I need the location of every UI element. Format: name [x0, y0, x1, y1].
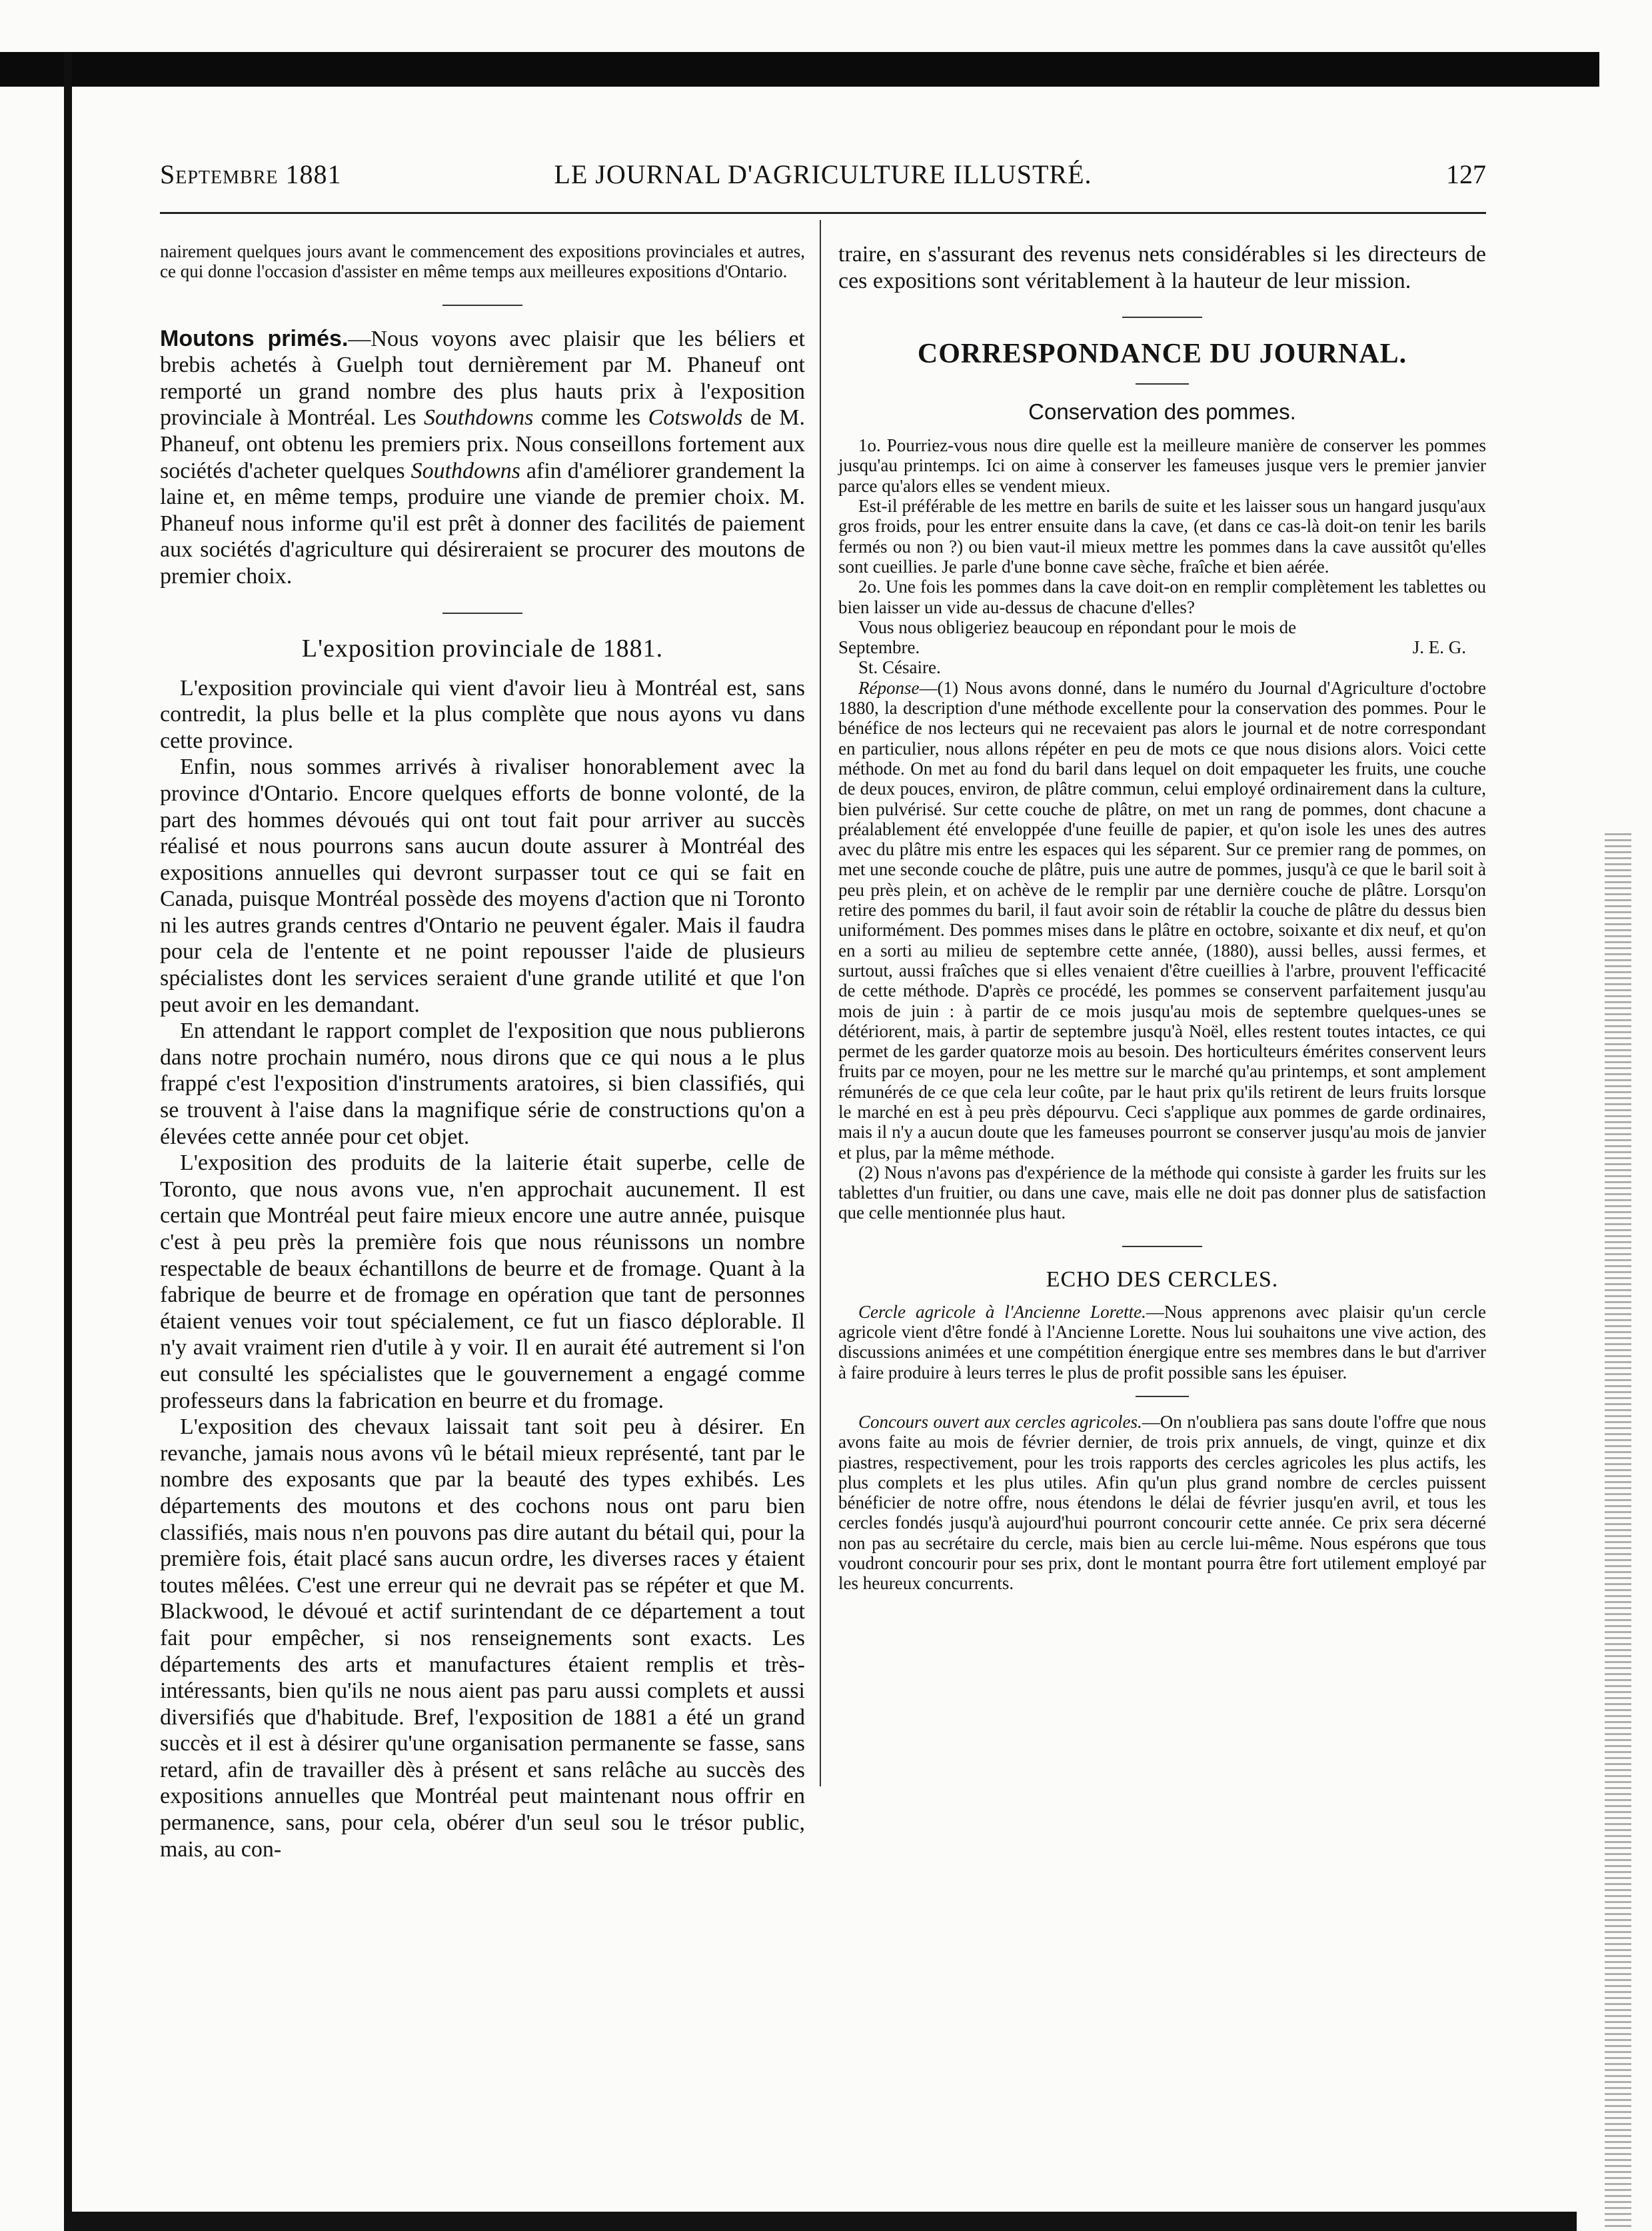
cercle-lorette-lead: Cercle agricole à l'Ancienne Lorette.: [858, 1301, 1146, 1322]
reponse-paragraph-1: Réponse—(1) Nous avons donné, dans le numéro du Journal d'Agriculture d'octobre 1880, la description d'une méthode excellente pour la conservation des pommes. Pour le bénéfice de nos lecteurs qui ne recevaient pas alors le journal et de notre correspondant en particulier, nous allons répéter en peu de mots ce que nous disions alors. Voici cette méthode. On met au fond du baril dans lequel on doit empaqueter les fruits, une couche de deux pouces, environ, de plâtre commun, celui employé ordinairement dans la culture, bien pulvérisé. Sur cette couche de plâtre, on met un rang de pommes, dont chacune a préalablement été enveloppée d'une feuille de papier, et qu'on isole les unes des autres avec du plâtre mis entre les espaces qui les séparent. Sur ce premier rang de pommes, on met une seconde couche de plâtre, puis une autre de pommes, jusqu'à ce que le baril soit à peu près plein, et on achève de le remplir par une dernière couche de plâtre. Lorsqu'on retire des pommes du baril, il faut avoir soin de rétablir la couche de plâtre du dessus bien uniformément. Des pommes mises dans le plâtre en octobre, soixante et dix neuf, et qu'on en a sorti au milieu de septembre cette année, (1880), aussi belles, aussi fermes, et surtout, aussi fraîches que si elles venaient d'être cueillies à l'arbre, prouvent l'efficacité de cette méthode. D'après ce procédé, les pommes se conservent parfaitement jusqu'au mois de juin : à partir de ce mois jusqu'au mois de septembre quelques-unes se détériorent, mais, à partir de septembre jusqu'à Noël, elles restent toutes intactes, ce qui permet de les garder quatorze mois au besoin. Des horticulteurs émérites conservent leurs fruits par ce moyen, pour ne les mettre sur le marché qu'au printemps, et sont amplement rémunérés de ce que cela leur coûte, par le haut prix qu'ils retirent de leurs fruits lorsque le marché en est à peu près dépourvu. Ceci s'applique aux pommes de garde ordinaires, mais il n'y a aucun doute que les fameuses pourront se conserver jusqu'au mois de janvier et plus, par la même méthode.: [838, 677, 1486, 1162]
header-rule: [160, 212, 1486, 214]
header-title: LE JOURNAL D'AGRICULTURE ILLUSTRÉ.: [554, 159, 1092, 189]
left-column: [160, 241, 805, 1862]
reponse-paragraph-2: (2) Nous n'avons pas d'expérience de la méthode qui consiste à garder les fruits sur les tablettes d'un fruitier, ou dans une cave, mais elle ne doit pas donner plus de satisfaction que celle mentionnée plus haut.: [838, 1162, 1486, 1223]
scan-top-border: [0, 52, 1599, 87]
exposition-paragraph-4: L'exposition des produits de la laiterie était superbe, celle de Toronto, que nous avons vue, n'en approchait aucunement. Il est certain que Montréal peut faire mieux encore une autre année, puisque c'est à peu près la première fois que nous réunissons un nombre respectable de beaux échantillons de beurre et de fromage. Quant à la fabrique de beurre et de fromage en opération que tant de personnes étaient venues voir tout spécialement, ce fut un fiasco déplorable. Il n'y avait vraiment rien d'utile à y voir. Il en aurait été autrement si l'on eut consulté les spécialistes que le gouvernement a engagé comme professeurs dans la fabrication en beurre et du fromage.: [160, 1150, 805, 1413]
question-3: 2o. Une fois les pommes dans la cave doit-on en remplir complètement les tablettes ou bien laisser un vide au-dessus de chacune d'elles?: [838, 577, 1486, 617]
left-intro-paragraph: nairement quelques jours avant le commencement des expositions provinciales et autres, ce qui donne l'occasion d'assister en même temps aux meilleures expositions d'Ontario.: [160, 241, 805, 282]
section-divider: [442, 613, 522, 614]
moutons-paragraph: Moutons primés.—Nous voyons avec plaisir que les béliers et brebis achetés à Guelph tout dernièrement par M. Phaneuf ont remporté un grand nombre des plus hauts prix à l'exposition provinciale à Montréal. Les Southdowns comme les Cotswolds de M. Phaneuf, ont obtenu les premiers prix. Nous conseillons fortement aux sociétés d'acheter quelques Southdowns afin d'améliorer grandement la laine et, en même temps, produire une viande de premier choix. M. Phaneuf nous informe qu'il est prêt à donner des facilités de paiement aux sociétés d'agriculture qui désireraient se procurer des moutons de premier choix.: [160, 325, 806, 589]
pommes-title: Conservation des pommes.: [1028, 399, 1296, 425]
exposition-title: L'exposition provinciale de 1881.: [301, 634, 664, 663]
reponse-lead: Réponse: [858, 677, 920, 698]
scan-left-border: [64, 52, 72, 2231]
signature-line: [838, 637, 1486, 657]
section-divider: [1122, 317, 1202, 318]
section-divider: [1122, 1246, 1202, 1247]
correspondance-title: CORRESPONDANCE DU JOURNAL.: [917, 339, 1407, 370]
section-divider: [442, 305, 522, 306]
header-date: Septembre 1881: [160, 159, 342, 189]
exposition-paragraph-3: En attendant le rapport complet de l'exposition que nous publierons dans notre prochain numéro, nous dirons que ce qui nous a le plus frappé c'est l'exposition d'instruments aratoires, si bien classifiés, qui se trouvent à l'aise dans la magnifique série de constructions qu'on a élevées cette année pour cet objet.: [160, 1019, 805, 1149]
section-divider: [1136, 1396, 1189, 1397]
echo-title: ECHO DES CERCLES.: [1046, 1266, 1279, 1292]
signature-month: Septembre.: [838, 637, 920, 658]
moutons-lead: Moutons primés.: [160, 325, 349, 351]
question-1: 1o. Pourriez-vous nous dire quelle est la meilleure manière de conserver les pommes jusqu'au printemps. Ici on aime à conserver les fameuses jusque vers le premier janvier parce qu'alors elles se vendent mieux.: [838, 435, 1486, 496]
question-2: Est-il préférable de les mettre en barils de suite et les laisser sous un hangard jusqu'aux gros froids, pour les entrer ensuite dans la cave, (et dans ce cas-là doit-on tenir les barils fermés ou non ?) ou bien vaut-il mieux mettre les pommes dans la cave aussitôt qu'elles sont cueillies. Je parle d'une bonne cave sèche, fraîche et bien aérée.: [838, 496, 1486, 577]
right-intro-paragraph: traire, en s'assurant des revenus nets considérables si les directeurs de ces expositions sont véritablement à la hauteur de leur mission.: [838, 242, 1486, 293]
signature-place: St. Césaire.: [858, 657, 941, 678]
question-4: Vous nous obligeriez beaucoup en répondant pour le mois de: [858, 617, 1297, 637]
exposition-paragraph-2: Enfin, nous sommes arrivés à rivaliser honorablement avec la province d'Ontario. Encore quelques efforts de bonne volonté, de la part des hommes dévoués qui ont tout fait pour arriver au succès réalisé et nous pourrons sans aucun doute assurer à Montréal des expositions annuelles qui devront surpasser tout ce qui se fait en Canada, puisque Montréal possède des moyens d'action que ni Toronto ni les autres grands centres d'Ontario ne peuvent égaler. Mais il faudra pour cela de l'entente et ne point repousser l'aide de plusieurs spécialistes dont les services seraient d'une grande utilité et que l'on peut avoir en les demandant.: [160, 755, 805, 1017]
page-number: 127: [1446, 159, 1486, 189]
scan-right-edge: [1605, 833, 1631, 2231]
right-column: [838, 241, 1486, 1594]
page-header: [160, 159, 1486, 199]
exposition-paragraph-1: L'exposition provinciale qui vient d'avoir lieu à Montréal est, sans contredit, la plus belle et la plus complète que nous ayons vu dans cette province.: [160, 675, 805, 753]
signature-initials: J. E. G.: [1412, 637, 1466, 658]
cercle-lorette-paragraph: Cercle agricole à l'Ancienne Lorette.—Nous apprenons avec plaisir qu'un cercle agricole vient d'être fondé à l'Ancienne Lorette. Nous lui souhaitons une vive action, des discussions animées et une compétition énergique entre ses membres dans le but d'arriver à faire produire à leurs terres le plus de profit possible sans les épuiser.: [838, 1301, 1486, 1382]
concours-paragraph: Concours ouvert aux cercles agricoles.—On n'oubliera pas sans doute l'offre que nous avons faite au mois de février dernier, de trois prix annuels, de vingt, quinze et dix piastres, respectivement, pour les trois rapports des cercles agricoles les plus actifs, les plus complets et les plus utiles. Afin qu'un plus grand nombre de cercles puissent bénéficier de notre offre, nous étendons le délai de février jusqu'en avril, et tous les cercles fondés jusqu'à aujourd'hui pourront concourir cette année. Ce prix sera décerné non pas au secrétaire du cercle, mais bien au cercle lui-même. Nous espérons que tous voudront concourir pour ses prix, dont le montant pourra être fort utilement employé par les heureux concurrents.: [838, 1411, 1486, 1594]
scan-bottom-border: [64, 2212, 1577, 2231]
section-divider: [1136, 383, 1189, 385]
exposition-paragraph-5: L'exposition des chevaux laissait tant soit peu à désirer. En revanche, jamais nous avons vû le bétail mieux représenté, tant par le nombre des exposants que par la beauté des types exhibés. Les départements des moutons et des cochons nous ont paru bien classifiés, mais nous n'en pouvons pas dire autant du bétail qui, pour la première fois, était placé sans aucun ordre, les diverses races y étaient toutes mêlées. C'est une erreur qui ne devrait pas se répéter et que M. Blackwood, le dévoué et actif surintendant de ce département a tout fait pour empêcher, si nos renseignements sont exacts. Les départements des arts et manufactures étaient remplis et très-intéressants, bien qu'ils ne nous aient pas paru aussi complets et aussi diversifiés que d'habitude. Bref, l'exposition de 1881 a été un grand succès et il est à désirer qu'une organisation permanente se fasse, sans retard, afin de travailler dès à présent et sans relâche au succès des expositions annuelles que Montréal peut maintenant nous offrir en permanence, sans, pour cela, obérer d'un seul sou le trésor public, mais, au con-: [160, 1414, 805, 1862]
concours-lead: Concours ouvert aux cercles agricoles.: [858, 1411, 1142, 1432]
column-separator: [820, 220, 821, 1786]
